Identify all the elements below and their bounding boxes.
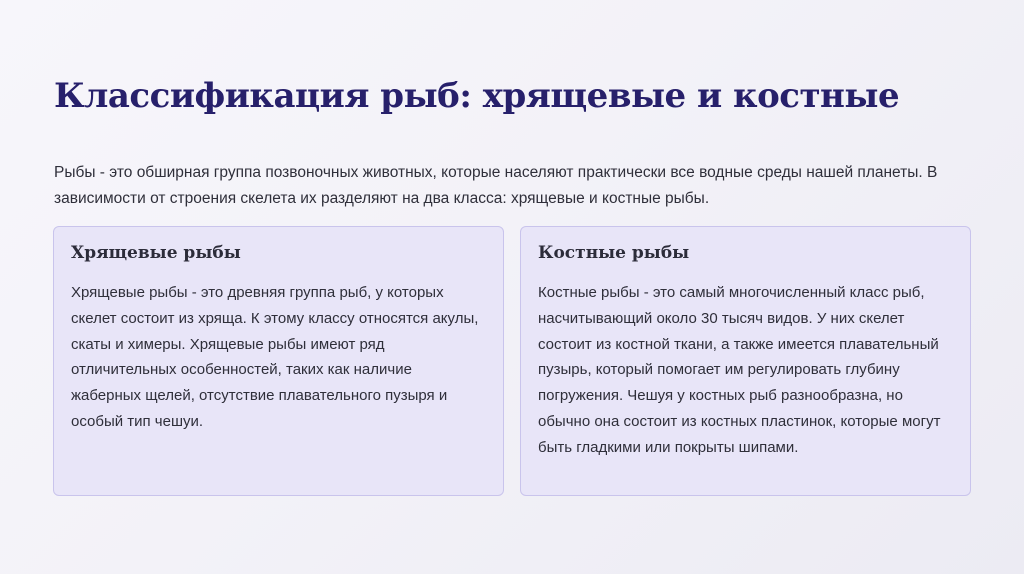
bony-fish-card bbox=[520, 226, 971, 496]
bony-fish-text: Костные рыбы - это самый многочисленный класс рыб, насчитывающий около 30 тысяч видов. У них скелет состоит из костной ткани, а также имеется плавательный пузырь, который помогает им регулировать глубину погружения. Чешуя у костных рыб разнообразна, но обычно она состоит из костных пластинок, которые могут быть гладкими или покрыты шипами. bbox=[538, 284, 941, 456]
bony-fish-title: Костные рыбы bbox=[538, 243, 690, 263]
slide-title: Классификация рыб: хрящевые и костные bbox=[54, 76, 900, 116]
cartilaginous-fish-text: Хрящевые рыбы - это древняя группа рыб, у которых скелет состоит из хряща. К этому классу относятся акулы, скаты и химеры. Хрящевые рыбы имеют ряд отличительных особенностей, таких как наличие жаберных щелей, отсутствие плавательного пузыря и особый тип чешуи. bbox=[71, 284, 479, 430]
cartilaginous-fish-title: Хрящевые рыбы bbox=[71, 243, 241, 263]
intro-paragraph: Рыбы - это обширная группа позвоночных животных, которые населяют практически все водные среды нашей планеты. В зависимости от строения скелета их разделяют на два класса: хрящевые и костные рыбы. bbox=[54, 164, 938, 207]
cartilaginous-fish-card bbox=[53, 226, 504, 496]
